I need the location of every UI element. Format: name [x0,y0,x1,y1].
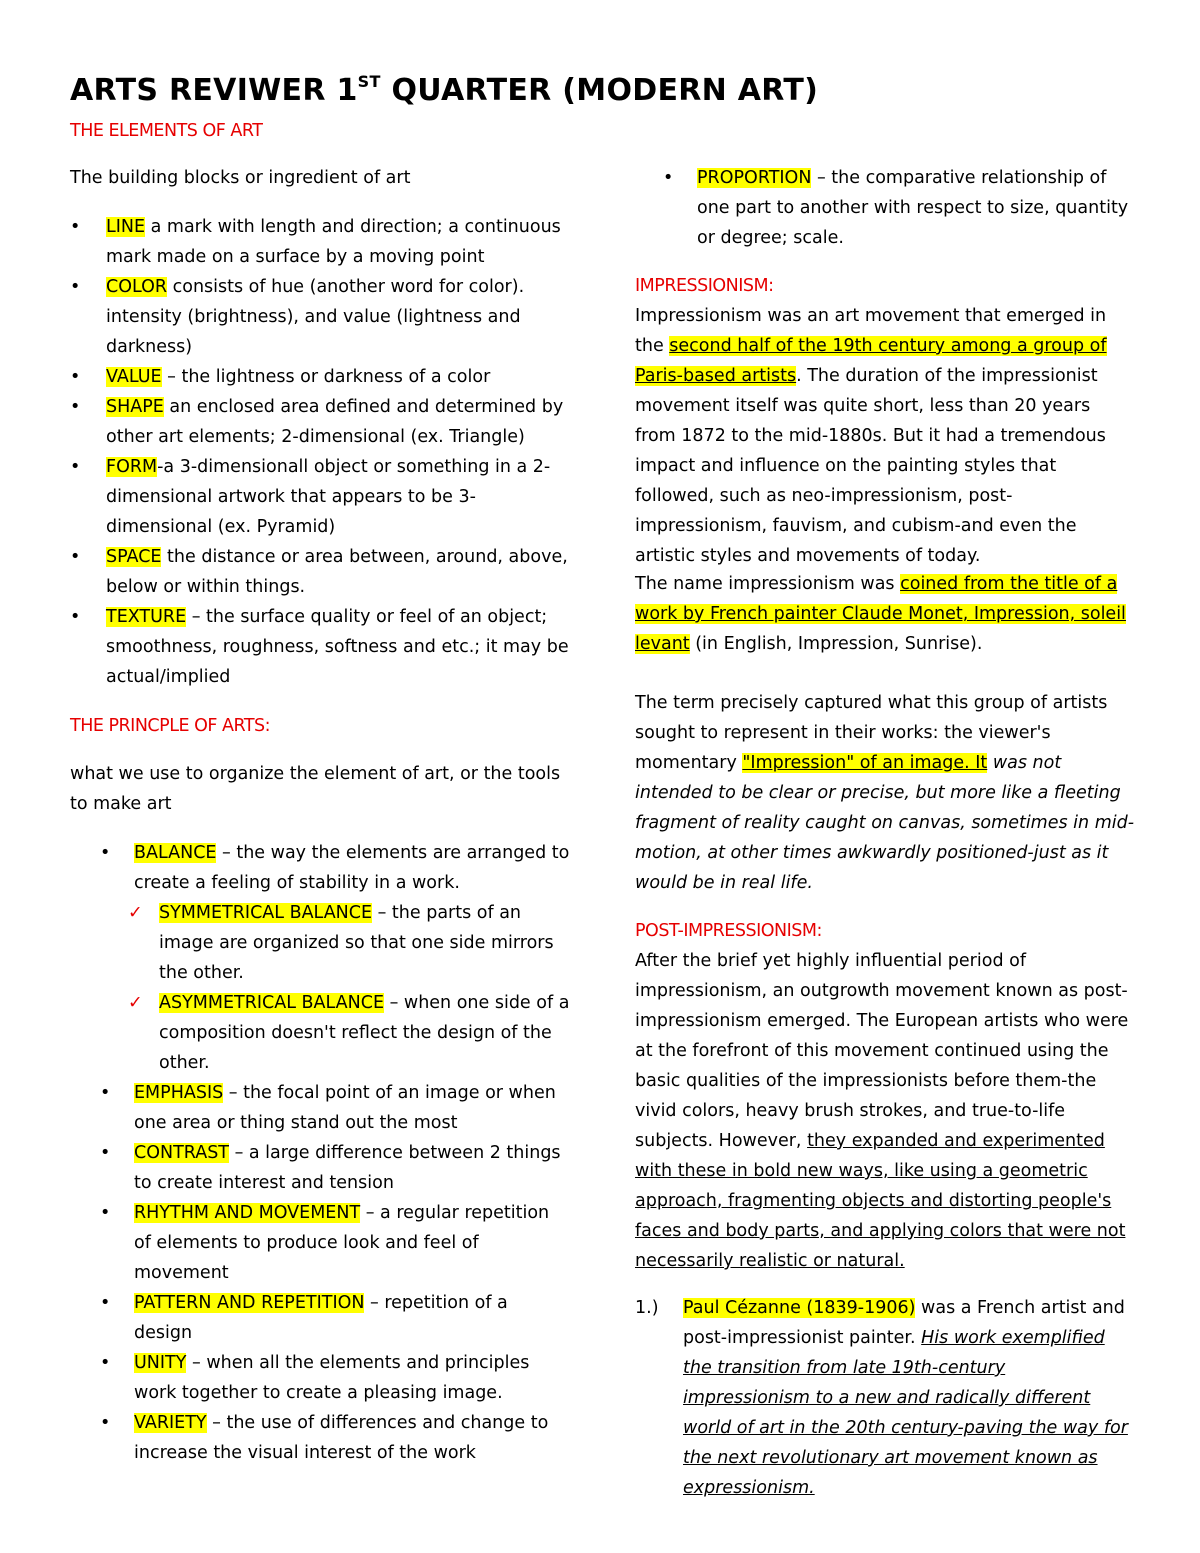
list-item [70,602,570,692]
paragraph-text: After the brief yet highly influential period of impressionism, an outgrowth movement known as post-impressionism emerged. The European artists who were at the forefront of this movement continued using the basic qualities of the impressionists before them-the vivid colors, heavy brush strokes, and true-to-life subjects. However, [635,951,1129,1151]
bullet-icon: • [70,457,81,477]
list-item [70,1198,570,1288]
principles-intro: what we use to organize the element of art, or the tools to make art [70,764,561,814]
post-impressionism-heading: POST-IMPRESSIONISM: [635,921,822,941]
highlighted-phrase: coined from the title of a work by French painter Claude Monet, Impression, soleil levant [635,574,1126,654]
paragraph-text: The name impressionism was [635,574,901,594]
principles-list-continued [635,163,1135,253]
highlighted-phrase: "Impression" of an image. It [742,753,988,773]
list-item [70,212,570,272]
principle-term: SYMMETRICAL BALANCE [159,903,373,923]
principle-term: UNITY [134,1353,187,1373]
elements-heading: THE ELEMENTS OF ART [70,121,263,141]
paragraph-text: was a French artist and post-impressionist painter. [683,1298,1125,1348]
element-text: -a 3-dimensionall object or something in a 2-dimensional artwork that appears to be 3-dimensional (ex. Pyramid) [106,457,551,537]
bullet-icon: • [70,547,81,567]
principle-text: – the parts of an image are organized so that one side mirrors the other. [159,903,554,983]
bullet-icon: • [70,607,81,627]
principle-term: CONTRAST [134,1143,229,1163]
principle-term: RHYTHM AND MOVEMENT [134,1203,361,1223]
principle-term: PATTERN AND REPETITION [134,1293,365,1313]
paragraph-text: The term precisely captured what this group of artists sought to represent in their works: the viewer's momentary [635,693,1108,773]
list-item [70,392,570,452]
list-item [70,542,570,602]
principles-list [70,838,570,1468]
element-text: consists of hue (another word for color). intensity (brightness), and value (lightness and darkness) [106,277,525,357]
list-item [70,1138,570,1198]
underlined-phrase: they expanded and experimented with these in bold new ways, like using a geometric approach, fragmenting objects and distorting people's faces and body parts, and applying colors that were not necessarily realistic or natural. [635,1131,1126,1271]
artist-name: Paul Cézanne (1839-1906) [683,1298,916,1318]
element-term: SHAPE [106,397,164,417]
post-impressionism-paragraph [635,946,1135,1276]
principle-text: – the focal point of an image or when one area or thing stand out the most [134,1083,556,1133]
bullet-icon: • [100,1293,111,1313]
principle-text: – a large difference between 2 things to create interest and tension [134,1143,561,1193]
title-main: ARTS REVIWER 1 [70,73,358,108]
principle-term: ASYMMETRICAL BALANCE [159,993,385,1013]
list-item [70,452,570,542]
list-item [70,1288,570,1348]
element-text: the distance or area between, around, above, below or within things. [106,547,568,597]
element-term: FORM [106,457,158,477]
list-item [70,1408,570,1468]
list-item [70,988,570,1078]
bullet-icon: • [663,168,674,188]
bullet-icon: • [70,367,81,387]
list-number: 1.) [635,1298,659,1318]
artists-list [635,1293,1135,1503]
principle-term: PROPORTION [697,168,812,188]
element-text: – the lightness or darkness of a color [161,367,491,387]
list-item [635,163,1135,253]
paragraph-text: (in English, Impression, Sunrise). [689,634,983,654]
bullet-icon: • [100,1203,111,1223]
document-title [70,72,818,108]
principle-term: BALANCE [134,843,217,863]
checkmark-icon: ✓ [128,993,143,1013]
bullet-icon: • [100,1083,111,1103]
list-item [70,272,570,362]
impressionism-paragraph-2 [635,569,1135,659]
bullet-icon: • [100,1143,111,1163]
list-item [70,1348,570,1408]
impressionism-heading: IMPRESSIONISM: [635,276,774,296]
element-text: – the surface quality or feel of an object; smoothness, roughness, softness and etc.; it may be actual/implied [106,607,569,687]
element-text: a mark with length and direction; a continuous mark made on a surface by a moving point [106,217,561,267]
element-term: TEXTURE [106,607,187,627]
principle-text: – the use of differences and change to increase the visual interest of the work [134,1413,549,1463]
impressionism-paragraph-1 [635,301,1135,571]
element-term: COLOR [106,277,168,297]
list-item [70,838,570,898]
paragraph-text: Impressionism was an art movement that emerged in the [635,306,1107,356]
bullet-icon: • [100,1413,111,1433]
principle-text: – when all the elements and principles work together to create a pleasing image. [134,1353,530,1403]
elements-intro: The building blocks or ingredient of art [70,168,411,188]
bullet-icon: • [70,217,81,237]
principle-text: – the comparative relationship of one part to another with respect to size, quantity or degree; scale. [697,168,1129,248]
principle-text: – the way the elements are arranged to create a feeling of stability in a work. [134,843,570,893]
list-item [70,362,570,392]
principles-heading: THE PRINCPLE OF ARTS: [70,716,271,736]
principle-text: – a regular repetition of elements to produce look and feel of movement [134,1203,550,1283]
italic-underlined-phrase: His work exemplified the transition from late 19th-century impressionism to a new and radically different world of art in the 20th century-paving the way for the next revolutionary art movement known as expressionism. [683,1328,1128,1498]
list-item [70,1078,570,1138]
highlighted-phrase: second half of the 19th century among a group of Paris-based artists [635,336,1107,386]
elements-list [70,212,570,692]
impressionism-paragraph-3 [635,688,1135,898]
list-item [70,898,570,988]
element-text: an enclosed area defined and determined by other art elements; 2-dimensional (ex. Triangle) [106,397,564,447]
principle-term: EMPHASIS [134,1083,224,1103]
principle-text: – repetition of a design [134,1293,508,1343]
element-term: SPACE [106,547,162,567]
bullet-icon: • [100,1353,111,1373]
paragraph-text: was not intended to be clear or precise, but more like a fleeting fragment of reality caught on canvas, sometimes in mid- motion, at other times awkwardly positioned-just as it would be in real life. [635,753,1135,893]
checkmark-icon: ✓ [128,903,143,923]
bullet-icon: • [70,397,81,417]
bullet-icon: • [70,277,81,297]
element-term: LINE [106,217,146,237]
paragraph-text: . The duration of the impressionist movement itself was quite short, less than 20 years from 1872 to the mid-1880s. But it had a tremendous impact and influence on the painting styles that followed, such as neo-impressionism, post-impressionism, fauvism, and cubism-and even the artistic styles and movements of today. [635,366,1106,566]
principle-term: VARIETY [134,1413,207,1433]
principle-text: – when one side of a composition doesn't reflect the design of the other. [159,993,570,1073]
title-superscript: ST [357,72,381,91]
element-term: VALUE [106,367,162,387]
bullet-icon: • [100,843,111,863]
title-rest: QUARTER (MODERN ART) [380,73,819,108]
list-item [635,1293,1135,1503]
